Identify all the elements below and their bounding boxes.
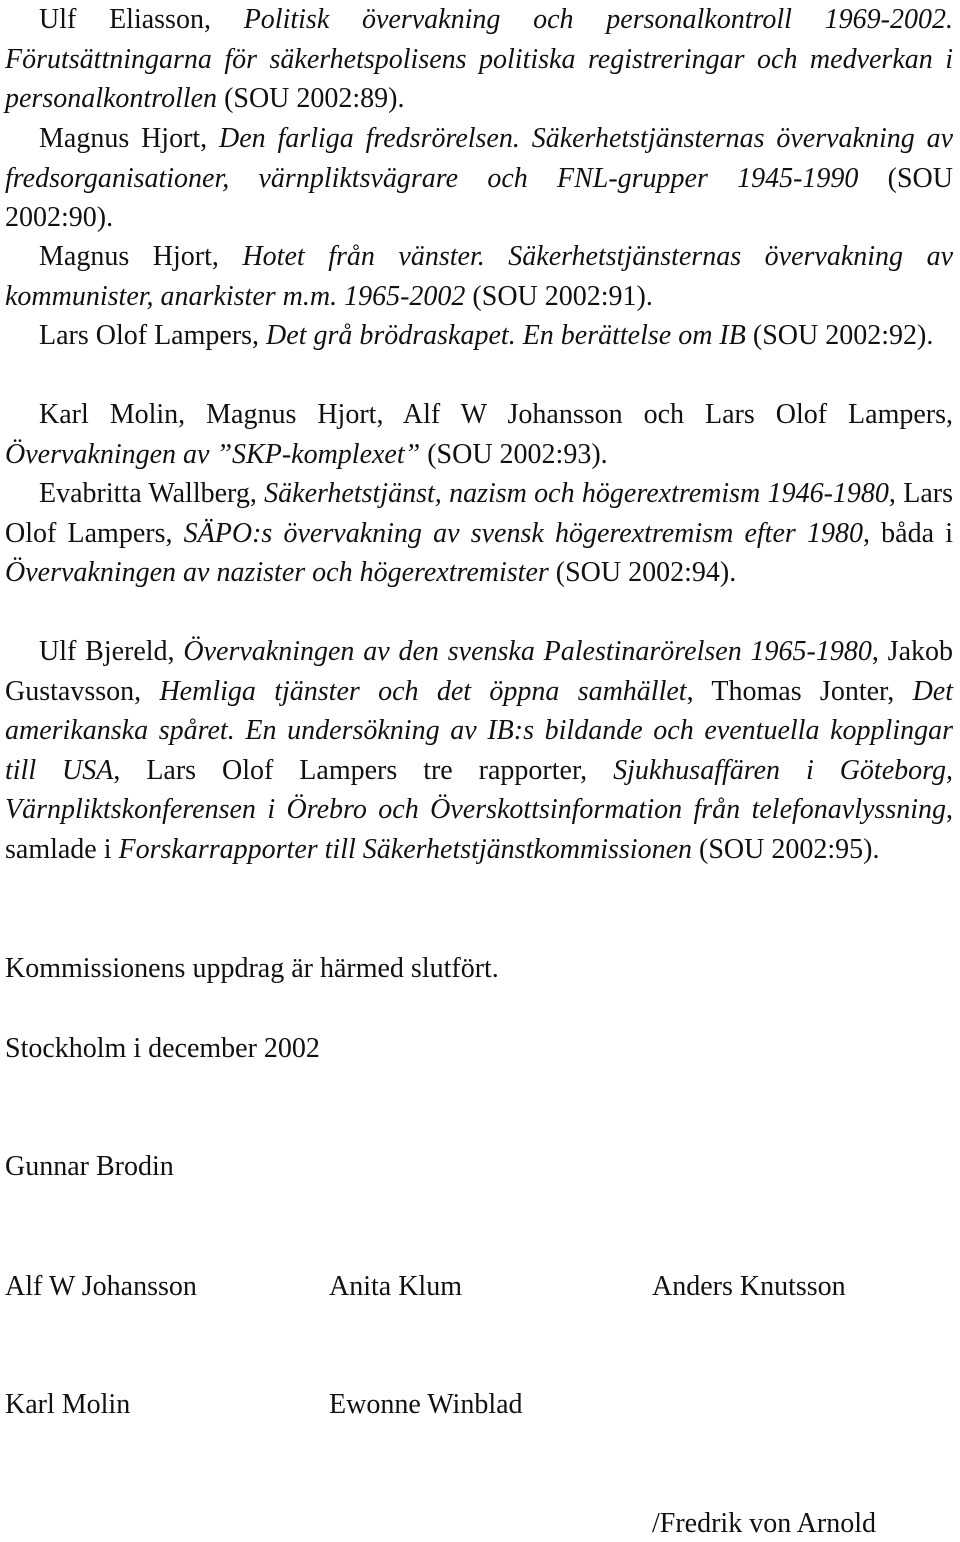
reference-text: (SOU 2002:95). xyxy=(692,833,880,865)
reference-text: (SOU 2002:90). xyxy=(5,162,953,233)
reference-text: (SOU 2002:93). xyxy=(420,438,608,470)
reference-entry xyxy=(5,316,953,356)
reference-entry xyxy=(5,0,953,119)
reference-text: (SOU 2002:94). xyxy=(548,557,737,588)
reference-title: Övervakningen av nazister och högerextremister xyxy=(5,557,549,588)
reference-text: , samlade i xyxy=(5,794,953,865)
reference-title: Övervakningen av den svenska Palestinarörelsen 1965-1980 xyxy=(183,636,872,667)
reference-entry xyxy=(5,237,953,316)
signature-member: Anders Knutsson xyxy=(652,1271,846,1302)
reference-text: Evabritta Wallberg, xyxy=(39,478,265,509)
reference-entry xyxy=(5,119,953,238)
reference-title: Det grå brödraskapet. En berättelse om IB xyxy=(266,320,746,351)
reference-title: Säkerhetstjänst, nazism och högerextremism 1946-1980 xyxy=(264,478,889,509)
signature-chair: Gunnar Brodin xyxy=(5,1151,174,1182)
signature-member: Alf W Johansson xyxy=(5,1271,197,1302)
reference-text: (SOU 2002:89). xyxy=(217,83,405,114)
reference-entry xyxy=(5,395,953,474)
reference-text: (SOU 2002:92). xyxy=(745,320,934,351)
reference-title: Övervakningen av ”SKP-komplexet” xyxy=(5,438,421,470)
reference-text: , Lars Olof Lampers tre rapporter, xyxy=(113,754,614,786)
reference-title: Hotet från vänster. Säkerhetstjänsternas övervakning av kommunister, anarkister m.m. 1965-2002 xyxy=(5,241,954,312)
signature-secretary: /Fredrik von Arnold xyxy=(652,1508,876,1539)
reference-text: Magnus Hjort, xyxy=(39,123,220,154)
reference-text: Lars Olof Lampers, xyxy=(39,320,267,351)
reference-text: , Jakob Gustavsson, xyxy=(5,636,953,707)
reference-title: Forskarrapporter till Säkerhetstjänstkommissionen xyxy=(118,833,692,865)
reference-text: , Thomas Jonter, xyxy=(686,675,913,707)
reference-entry xyxy=(5,632,953,869)
reference-text: Ulf Eliasson, xyxy=(39,4,244,35)
reference-title: Det amerikanska spåret. En undersökning av IB:s bildande och eventuella kopplingar till USA xyxy=(5,675,953,786)
closing-statement: Kommissionens uppdrag är härmed slutfört. xyxy=(5,953,499,984)
reference-text: , båda i xyxy=(862,517,953,549)
signature-member: Anita Klum xyxy=(329,1271,462,1302)
reference-text: Magnus Hjort, xyxy=(39,241,243,272)
reference-text: Ulf Bjereld, xyxy=(39,636,184,667)
reference-text: Karl Molin, Magnus Hjort, Alf W Johansson och Lars Olof Lampers, xyxy=(39,399,953,430)
reference-title: Politisk övervakning och personalkontroll 1969-2002. Förutsättningarna för säkerhetspolisens politiska registreringar och medverkan i personalkontrollen xyxy=(5,4,953,114)
signature-member: Karl Molin xyxy=(5,1389,131,1420)
reference-entry xyxy=(5,474,953,593)
place-and-date: Stockholm i december 2002 xyxy=(5,1033,320,1064)
reference-title: Sjukhusaffären i Göteborg, Värnpliktskonferensen i Örebro och Överskottsinformation från telefonavlyssning xyxy=(5,754,953,825)
reference-title: SÄPO:s övervakning av svensk högerextremism efter 1980 xyxy=(183,517,863,549)
reference-text: (SOU 2002:91). xyxy=(465,280,653,312)
signature-member: Ewonne Winblad xyxy=(329,1389,523,1420)
reference-title: Den farliga fredsrörelsen. Säkerhetstjänsternas övervakning av fredsorganisationer, värnpliktsvägrare och FNL-grupper 1945-1990 xyxy=(5,123,954,194)
reference-text: , Lars Olof Lampers, xyxy=(5,478,953,549)
reference-title: Hemliga tjänster och det öppna samhället xyxy=(159,675,687,707)
